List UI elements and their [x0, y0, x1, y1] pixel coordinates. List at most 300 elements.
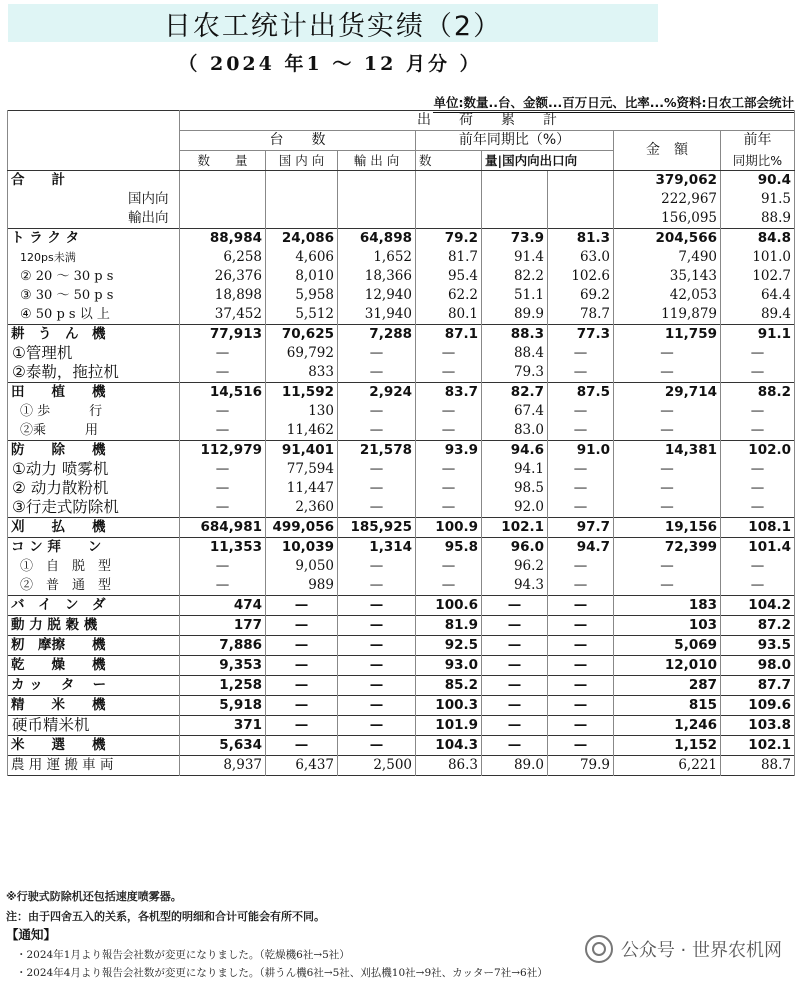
- cell-col-3: —: [416, 363, 482, 383]
- row-name: 乾 燥 機: [8, 656, 180, 676]
- header-yoy-sub: 量|国内向出口向: [482, 151, 614, 171]
- table-row: [8, 460, 795, 479]
- cell-col-5: [548, 209, 614, 229]
- cell-col-2: 21,578: [338, 441, 416, 461]
- header-amount: 金 額: [614, 131, 721, 171]
- table-row: [8, 171, 795, 191]
- cell-col-0: 474: [180, 596, 266, 616]
- table-row: [8, 538, 795, 558]
- cell-col-0: 18,898: [180, 286, 266, 305]
- cell-col-5: —: [548, 421, 614, 441]
- cell-col-6: 29,714: [614, 383, 721, 403]
- table-body: [8, 171, 795, 776]
- table-row: [8, 421, 795, 441]
- cell-col-0: —: [180, 402, 266, 421]
- cell-col-1: 8,010: [266, 267, 338, 286]
- cell-col-6: 119,879: [614, 305, 721, 325]
- table-row: [8, 676, 795, 696]
- table-row: [8, 736, 795, 756]
- cell-col-4: —: [482, 616, 548, 636]
- row-name: ③行走式防除机: [8, 498, 180, 518]
- cell-col-2: 31,940: [338, 305, 416, 325]
- cell-col-6: 183: [614, 596, 721, 616]
- cell-col-7: 89.4: [721, 305, 795, 325]
- cell-col-5: —: [548, 636, 614, 656]
- cell-col-3: 95.4: [416, 267, 482, 286]
- row-name: ③ 30 ～ 50 p s: [8, 286, 180, 305]
- header-blank: [8, 111, 180, 171]
- cell-col-7: 93.5: [721, 636, 795, 656]
- cell-col-4: 96.2: [482, 557, 548, 576]
- table-row: [8, 248, 795, 267]
- cell-col-1: 9,050: [266, 557, 338, 576]
- cell-col-2: 2,924: [338, 383, 416, 403]
- cell-col-5: 69.2: [548, 286, 614, 305]
- cell-col-3: [416, 190, 482, 209]
- cell-col-5: [548, 171, 614, 191]
- cell-col-1: 5,512: [266, 305, 338, 325]
- cell-col-6: 11,759: [614, 325, 721, 345]
- cell-col-1: —: [266, 716, 338, 736]
- table-row: [8, 576, 795, 596]
- cell-col-7: —: [721, 557, 795, 576]
- cell-col-6: 35,143: [614, 267, 721, 286]
- cell-col-7: 87.7: [721, 676, 795, 696]
- cell-col-1: 499,056: [266, 518, 338, 538]
- cell-col-2: 1,652: [338, 248, 416, 267]
- cell-col-7: 88.7: [721, 756, 795, 776]
- cell-col-1: —: [266, 676, 338, 696]
- cell-col-2: —: [338, 716, 416, 736]
- cell-col-4: 96.0: [482, 538, 548, 558]
- row-name: 米 選 機: [8, 736, 180, 756]
- cell-col-6: —: [614, 479, 721, 498]
- cell-col-5: —: [548, 696, 614, 716]
- cell-col-7: 90.4: [721, 171, 795, 191]
- cell-col-3: 80.1: [416, 305, 482, 325]
- cell-col-4: 51.1: [482, 286, 548, 305]
- cell-col-6: 222,967: [614, 190, 721, 209]
- table-row: [8, 557, 795, 576]
- table-row: [8, 267, 795, 286]
- cell-col-6: 287: [614, 676, 721, 696]
- cell-col-2: —: [338, 576, 416, 596]
- cell-col-0: 77,913: [180, 325, 266, 345]
- cell-col-5: 102.6: [548, 267, 614, 286]
- cell-col-1: —: [266, 636, 338, 656]
- cell-col-7: 87.2: [721, 616, 795, 636]
- cell-col-1: 11,462: [266, 421, 338, 441]
- cell-col-6: 815: [614, 696, 721, 716]
- period-subtitle: （ 2024 年1 ～ 12 月分 ）: [178, 53, 482, 75]
- cell-col-5: —: [548, 576, 614, 596]
- cell-col-4: —: [482, 716, 548, 736]
- cell-col-7: 102.1: [721, 736, 795, 756]
- cell-col-3: —: [416, 460, 482, 479]
- cell-col-0: 112,979: [180, 441, 266, 461]
- cell-col-4: —: [482, 736, 548, 756]
- header-shipment: 出 荷 累 計: [180, 111, 795, 131]
- row-name: 合 計: [8, 171, 180, 191]
- cell-col-0: 5,918: [180, 696, 266, 716]
- cell-col-1: —: [266, 596, 338, 616]
- cell-col-2: —: [338, 557, 416, 576]
- cell-col-5: 79.9: [548, 756, 614, 776]
- row-name: 輸出向: [8, 209, 180, 229]
- cell-col-5: —: [548, 616, 614, 636]
- cell-col-1: 833: [266, 363, 338, 383]
- header-units: 台 数: [180, 131, 416, 151]
- cell-col-0: [180, 171, 266, 191]
- row-name: 精 米 機: [8, 696, 180, 716]
- cell-col-3: —: [416, 479, 482, 498]
- cell-col-5: —: [548, 716, 614, 736]
- cell-col-0: 8,937: [180, 756, 266, 776]
- cell-col-2: 2,500: [338, 756, 416, 776]
- cell-col-0: —: [180, 576, 266, 596]
- cell-col-3: 93.0: [416, 656, 482, 676]
- cell-col-4: 91.4: [482, 248, 548, 267]
- cell-col-4: 83.0: [482, 421, 548, 441]
- cell-col-6: —: [614, 421, 721, 441]
- cell-col-4: 82.7: [482, 383, 548, 403]
- table-row: [8, 344, 795, 363]
- cell-col-2: —: [338, 498, 416, 518]
- row-name: 田 植 機: [8, 383, 180, 403]
- table-row: [8, 402, 795, 421]
- cell-col-5: —: [548, 402, 614, 421]
- cell-col-0: 5,634: [180, 736, 266, 756]
- cell-col-7: —: [721, 576, 795, 596]
- cell-col-0: —: [180, 557, 266, 576]
- cell-col-0: 1,258: [180, 676, 266, 696]
- cell-col-5: —: [548, 344, 614, 363]
- cell-col-6: —: [614, 498, 721, 518]
- cell-col-5: 91.0: [548, 441, 614, 461]
- cell-col-6: 7,490: [614, 248, 721, 267]
- cell-col-1: —: [266, 656, 338, 676]
- cell-col-1: 6,437: [266, 756, 338, 776]
- table-row: [8, 441, 795, 461]
- row-name: ① 歩 行: [8, 402, 180, 421]
- cell-col-7: —: [721, 479, 795, 498]
- cell-col-6: 204,566: [614, 229, 721, 249]
- cell-col-2: —: [338, 344, 416, 363]
- cell-col-5: 94.7: [548, 538, 614, 558]
- table-row: [8, 190, 795, 209]
- notice-line-2: ・2024年4月より報告会社数が変更になりました。（耕うん機6社→5社、刈払機10社→9社、カッター7社→6社）: [16, 967, 548, 979]
- cell-col-1: 70,625: [266, 325, 338, 345]
- cell-col-6: —: [614, 402, 721, 421]
- cell-col-4: —: [482, 656, 548, 676]
- row-name: ④ 50 p s 以 上: [8, 305, 180, 325]
- cell-col-6: —: [614, 576, 721, 596]
- row-name: ② 20 ～ 30 p s: [8, 267, 180, 286]
- cell-col-1: 5,958: [266, 286, 338, 305]
- cell-col-5: —: [548, 736, 614, 756]
- row-name: コ ン 拜 ン: [8, 538, 180, 558]
- cell-col-2: —: [338, 656, 416, 676]
- cell-col-3: 87.1: [416, 325, 482, 345]
- cell-col-5: 81.3: [548, 229, 614, 249]
- title-banner: [8, 4, 658, 42]
- cell-col-0: 6,258: [180, 248, 266, 267]
- row-name: ①动力 喷雾机: [8, 460, 180, 479]
- cell-col-3: 85.2: [416, 676, 482, 696]
- cell-col-1: 11,447: [266, 479, 338, 498]
- table-row: [8, 209, 795, 229]
- table-row: [8, 498, 795, 518]
- cell-col-1: 77,594: [266, 460, 338, 479]
- watermark-text: 公众号 · 世界农机网: [620, 940, 782, 961]
- table-row: [8, 636, 795, 656]
- cell-col-0: 37,452: [180, 305, 266, 325]
- cell-col-4: 94.3: [482, 576, 548, 596]
- header-prev-year: 前年: [721, 131, 795, 151]
- cell-col-3: 81.7: [416, 248, 482, 267]
- cell-col-4: 79.3: [482, 363, 548, 383]
- cell-col-4: 98.5: [482, 479, 548, 498]
- row-name: 防 除 機: [8, 441, 180, 461]
- table-row: [8, 696, 795, 716]
- table-row: [8, 325, 795, 345]
- cell-col-1: 10,039: [266, 538, 338, 558]
- shipment-table: [7, 110, 795, 776]
- cell-col-2: —: [338, 402, 416, 421]
- cell-col-2: 18,366: [338, 267, 416, 286]
- cell-col-2: [338, 190, 416, 209]
- cell-col-0: —: [180, 498, 266, 518]
- cell-col-4: —: [482, 676, 548, 696]
- cell-col-0: 11,353: [180, 538, 266, 558]
- table-row: [8, 383, 795, 403]
- cell-col-3: 100.9: [416, 518, 482, 538]
- cell-col-5: —: [548, 656, 614, 676]
- table-row: [8, 756, 795, 776]
- row-name: 刈 払 機: [8, 518, 180, 538]
- cell-col-4: —: [482, 696, 548, 716]
- footnote-rounding: 注：由于四舍五入的关系，各机型的明细和合计可能会有所不同。: [6, 910, 325, 923]
- cell-col-1: —: [266, 616, 338, 636]
- cell-col-3: 79.2: [416, 229, 482, 249]
- row-name: バ イ ン ダ: [8, 596, 180, 616]
- cell-col-3: [416, 171, 482, 191]
- cell-col-6: —: [614, 557, 721, 576]
- row-name: ト ラ ク タ: [8, 229, 180, 249]
- row-name: 農 用 運 搬 車 両: [8, 756, 180, 776]
- row-name: 耕 う ん 機: [8, 325, 180, 345]
- cell-col-3: 100.3: [416, 696, 482, 716]
- header-export: 輸 出 向: [338, 151, 416, 171]
- cell-col-7: 91.5: [721, 190, 795, 209]
- cell-col-7: 108.1: [721, 518, 795, 538]
- cell-col-4: 89.0: [482, 756, 548, 776]
- cell-col-2: 12,940: [338, 286, 416, 305]
- table-row: [8, 616, 795, 636]
- row-name: 籾 摩擦 機: [8, 636, 180, 656]
- cell-col-1: 91,401: [266, 441, 338, 461]
- table-row: [8, 596, 795, 616]
- cell-col-5: —: [548, 676, 614, 696]
- cell-col-4: 102.1: [482, 518, 548, 538]
- cell-col-0: 14,516: [180, 383, 266, 403]
- cell-col-7: 64.4: [721, 286, 795, 305]
- cell-col-5: —: [548, 479, 614, 498]
- cell-col-5: 97.7: [548, 518, 614, 538]
- cell-col-1: [266, 171, 338, 191]
- notice-line-1: ・2024年1月より報告会社数が変更になりました。（乾燥機6社→5社）: [16, 949, 350, 961]
- cell-col-2: —: [338, 460, 416, 479]
- cell-col-3: —: [416, 344, 482, 363]
- cell-col-0: —: [180, 363, 266, 383]
- cell-col-7: —: [721, 402, 795, 421]
- header-yoy: 前年同期比（%）: [416, 131, 614, 151]
- cell-col-4: [482, 171, 548, 191]
- cell-col-6: 12,010: [614, 656, 721, 676]
- table-row: [8, 286, 795, 305]
- cell-col-3: —: [416, 402, 482, 421]
- cell-col-1: 4,606: [266, 248, 338, 267]
- cell-col-7: 102.7: [721, 267, 795, 286]
- cell-col-6: —: [614, 460, 721, 479]
- header-qty: 数 量: [180, 151, 266, 171]
- row-name: ② 普 通 型: [8, 576, 180, 596]
- row-name: ① 自 脱 型: [8, 557, 180, 576]
- header-domestic: 国 内 向: [266, 151, 338, 171]
- cell-col-1: 2,360: [266, 498, 338, 518]
- cell-col-7: —: [721, 498, 795, 518]
- cell-col-1: 24,086: [266, 229, 338, 249]
- cell-col-4: 94.1: [482, 460, 548, 479]
- cell-col-5: 77.3: [548, 325, 614, 345]
- cell-col-2: 185,925: [338, 518, 416, 538]
- row-name: ②泰勒，拖拉机: [8, 363, 180, 383]
- cell-col-7: —: [721, 344, 795, 363]
- table-row: [8, 305, 795, 325]
- cell-col-4: [482, 190, 548, 209]
- cell-col-0: —: [180, 460, 266, 479]
- cell-col-4: 92.0: [482, 498, 548, 518]
- cell-col-6: 42,053: [614, 286, 721, 305]
- table-row: [8, 518, 795, 538]
- table-row: [8, 656, 795, 676]
- cell-col-7: 84.8: [721, 229, 795, 249]
- cell-col-7: —: [721, 363, 795, 383]
- cell-col-2: —: [338, 676, 416, 696]
- cell-col-5: —: [548, 498, 614, 518]
- table-row: [8, 363, 795, 383]
- cell-col-2: —: [338, 696, 416, 716]
- cell-col-0: 88,984: [180, 229, 266, 249]
- cell-col-1: —: [266, 736, 338, 756]
- cell-col-0: [180, 190, 266, 209]
- cell-col-4: 94.6: [482, 441, 548, 461]
- cell-col-6: 72,399: [614, 538, 721, 558]
- cell-col-1: —: [266, 696, 338, 716]
- row-name: 動 力 脱 穀 機: [8, 616, 180, 636]
- notice-title: 【通知】: [6, 927, 57, 942]
- cell-col-6: 5,069: [614, 636, 721, 656]
- cell-col-2: —: [338, 736, 416, 756]
- cell-col-7: 91.1: [721, 325, 795, 345]
- unit-note: 单位:数量..台、金额...百万日元、比率...%资料:日农工部会统计: [433, 93, 794, 113]
- page-title: 日农工统计出货实绩（2）: [163, 10, 503, 42]
- cell-col-3: 95.8: [416, 538, 482, 558]
- cell-col-2: 64,898: [338, 229, 416, 249]
- cell-col-2: [338, 171, 416, 191]
- cell-col-2: [338, 209, 416, 229]
- cell-col-6: —: [614, 344, 721, 363]
- row-name: 国内向: [8, 190, 180, 209]
- cell-col-0: 7,886: [180, 636, 266, 656]
- table-row: [8, 479, 795, 498]
- cell-col-6: 103: [614, 616, 721, 636]
- cell-col-4: 88.4: [482, 344, 548, 363]
- cell-col-5: [548, 190, 614, 209]
- cell-col-1: 989: [266, 576, 338, 596]
- cell-col-4: 73.9: [482, 229, 548, 249]
- cell-col-0: 684,981: [180, 518, 266, 538]
- cell-col-4: 67.4: [482, 402, 548, 421]
- row-name: ② 动力散粉机: [8, 479, 180, 498]
- cell-col-4: —: [482, 636, 548, 656]
- cell-col-5: —: [548, 363, 614, 383]
- cell-col-1: 11,592: [266, 383, 338, 403]
- cell-col-0: 26,376: [180, 267, 266, 286]
- cell-col-6: 156,095: [614, 209, 721, 229]
- cell-col-5: —: [548, 596, 614, 616]
- cell-col-7: 101.0: [721, 248, 795, 267]
- cell-col-6: 1,246: [614, 716, 721, 736]
- cell-col-4: 88.3: [482, 325, 548, 345]
- header-qty2: 数: [416, 151, 482, 171]
- cell-col-5: 87.5: [548, 383, 614, 403]
- cell-col-5: 63.0: [548, 248, 614, 267]
- cell-col-3: 100.6: [416, 596, 482, 616]
- row-name: 120ps未满: [8, 248, 180, 267]
- cell-col-3: 83.7: [416, 383, 482, 403]
- cell-col-7: 104.2: [721, 596, 795, 616]
- cell-col-7: 103.8: [721, 716, 795, 736]
- cell-col-6: —: [614, 363, 721, 383]
- cell-col-3: 81.9: [416, 616, 482, 636]
- row-name: ②乘 用: [8, 421, 180, 441]
- cell-col-0: —: [180, 344, 266, 363]
- cell-col-2: —: [338, 479, 416, 498]
- wechat-icon: [585, 935, 613, 963]
- cell-col-2: —: [338, 363, 416, 383]
- cell-col-7: 101.4: [721, 538, 795, 558]
- cell-col-0: 371: [180, 716, 266, 736]
- cell-col-3: —: [416, 498, 482, 518]
- cell-col-2: —: [338, 596, 416, 616]
- cell-col-3: 93.9: [416, 441, 482, 461]
- cell-col-6: 14,381: [614, 441, 721, 461]
- cell-col-2: —: [338, 421, 416, 441]
- cell-col-3: 86.3: [416, 756, 482, 776]
- cell-col-1: [266, 190, 338, 209]
- cell-col-7: 88.2: [721, 383, 795, 403]
- cell-col-7: 88.9: [721, 209, 795, 229]
- cell-col-1: [266, 209, 338, 229]
- cell-col-0: —: [180, 479, 266, 498]
- cell-col-4: —: [482, 596, 548, 616]
- header-prev-ratio: 同期比%: [721, 151, 795, 171]
- cell-col-4: 89.9: [482, 305, 548, 325]
- cell-col-7: 109.6: [721, 696, 795, 716]
- cell-col-0: 177: [180, 616, 266, 636]
- cell-col-2: 7,288: [338, 325, 416, 345]
